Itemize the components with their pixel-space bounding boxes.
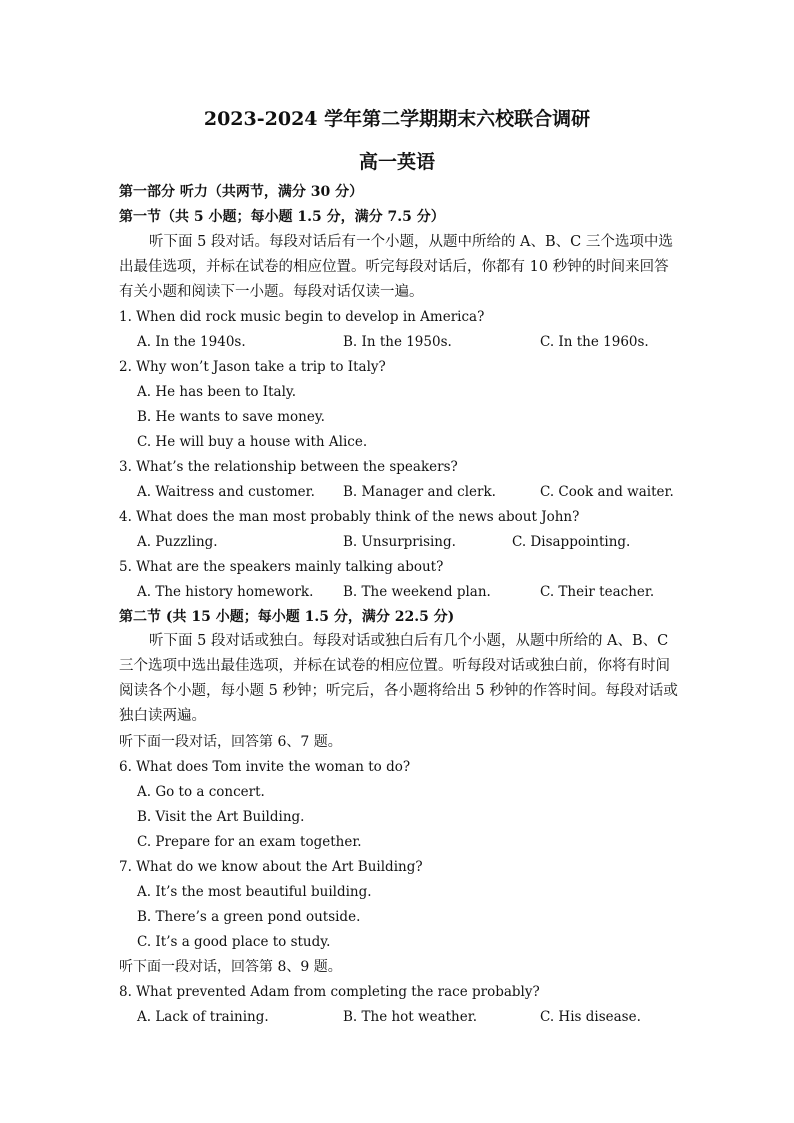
part1-heading: 第一部分 听力（共两节，满分 30 分） (119, 184, 364, 200)
q5-option-a[interactable]: A. The history homework. (137, 584, 314, 600)
question-7: 7. What do we know about the Art Building? (119, 859, 423, 875)
exam-title: 2023-2024 学年第二学期期末六校联合调研 (203, 108, 591, 130)
q4-option-a[interactable]: A. Puzzling. (137, 534, 218, 550)
q1-option-c[interactable]: C. In the 1960s. (540, 334, 649, 350)
prompt-q8-9: 听下面一段对话，回答第 8、9 题。 (119, 959, 342, 975)
q3-option-b[interactable]: B. Manager and clerk. (343, 484, 496, 500)
question-5: 5. What are the speakers mainly talking about? (119, 559, 444, 575)
q2-option-c[interactable]: C. He will buy a house with Alice. (137, 434, 368, 450)
section2-instructions: 听下面 5 段对话或独白。每段对话或独白后有几个小题，从题中所给的 A、B、C 三个选项中选出最佳选项，并标在试卷的相应位置。听每段对话或独白前，你将有时间阅读各个小题，每小题 5 秒钟；听完后，各小题将给出 5 秒钟的作答时间。每段对话或独白读两遍。 (119, 633, 678, 724)
q3-option-c[interactable]: C. Cook and waiter. (540, 484, 674, 500)
q8-option-b[interactable]: B. The hot weather. (343, 1009, 477, 1025)
q8-option-c[interactable]: C. His disease. (540, 1009, 641, 1025)
question-1: 1. When did rock music begin to develop in America? (119, 309, 485, 325)
question-3: 3. What’s the relationship between the speakers? (119, 459, 458, 475)
section1-heading: 第一节（共 5 小题；每小题 1.5 分，满分 7.5 分） (119, 209, 445, 225)
question-6: 6. What does Tom invite the woman to do? (119, 759, 411, 775)
q3-option-a[interactable]: A. Waitress and customer. (137, 484, 315, 500)
q1-option-a[interactable]: A. In the 1940s. (137, 334, 246, 350)
q2-option-a[interactable]: A. He has been to Italy. (137, 384, 297, 400)
question-8: 8. What prevented Adam from completing the race probably? (119, 984, 540, 1000)
q4-option-c[interactable]: C. Disappointing. (512, 534, 631, 550)
section1-instructions: 听下面 5 段对话。每段对话后有一个小题，从题中所给的 A、B、C 三个选项中选出最佳选项，并标在试卷的相应位置。听完每段对话后，你都有 10 秒钟的时间来回答有关小题和阅读下一小题。每段对话仅读一遍。 (119, 234, 673, 300)
question-4: 4. What does the man most probably think of the news about John? (119, 509, 580, 525)
q8-option-a[interactable]: A. Lack of training. (137, 1009, 269, 1025)
q4-option-b[interactable]: B. Unsurprising. (343, 534, 456, 550)
q6-option-c[interactable]: C. Prepare for an exam together. (137, 834, 362, 850)
q6-option-a[interactable]: A. Go to a concert. (137, 784, 265, 800)
q2-option-b[interactable]: B. He wants to save money. (137, 409, 325, 425)
q7-option-c[interactable]: C. It’s a good place to study. (137, 934, 331, 950)
q6-option-b[interactable]: B. Visit the Art Building. (137, 809, 305, 825)
q5-option-b[interactable]: B. The weekend plan. (343, 584, 491, 600)
q5-option-c[interactable]: C. Their teacher. (540, 584, 655, 600)
section2-heading: 第二节 (共 15 小题；每小题 1.5 分，满分 22.5 分) (119, 609, 455, 625)
question-2: 2. Why won’t Jason take a trip to Italy? (119, 359, 386, 375)
exam-subject: 高一英语 (358, 151, 435, 173)
prompt-q6-7: 听下面一段对话，回答第 6、7 题。 (119, 734, 342, 750)
q7-option-a[interactable]: A. It’s the most beautiful building. (137, 884, 372, 900)
q1-option-b[interactable]: B. In the 1950s. (343, 334, 452, 350)
q7-option-b[interactable]: B. There’s a green pond outside. (137, 909, 361, 925)
